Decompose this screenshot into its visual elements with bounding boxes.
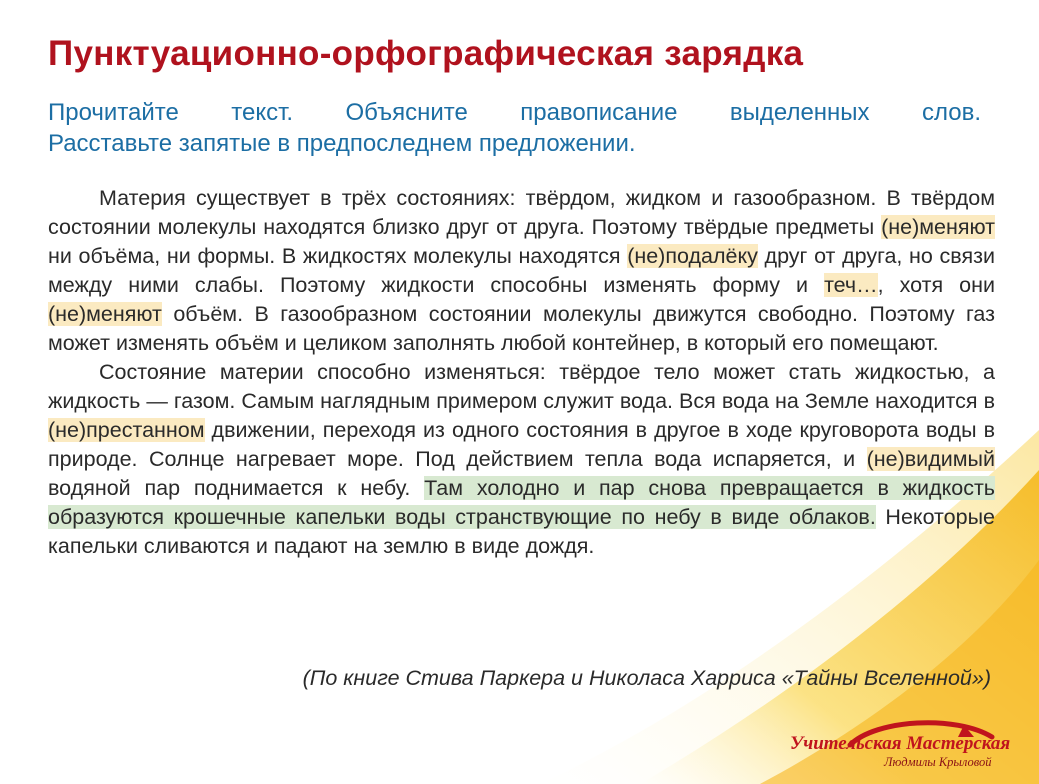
text-segment: объём. В газообразном состоянии молекулы движутся свободно. Поэтому газ может изменять объём и целиком заполнять любой контейнер, в который его помещают.	[48, 302, 995, 355]
text-segment: , хотя они	[877, 273, 995, 297]
logo-subtitle: Людмилы Крыловой	[884, 755, 992, 769]
highlighted-word: теч…	[824, 273, 878, 297]
reading-text	[48, 184, 995, 561]
highlighted-word: (не)меняют	[48, 302, 162, 326]
text-segment: водяной пар поднимается к небу.	[48, 476, 425, 500]
task-instructions	[48, 97, 981, 159]
task-line-2: Расставьте запятые в предпоследнем предложении.	[48, 130, 636, 157]
highlighted-word: (не)меняют	[881, 215, 995, 239]
slide-title: Пунктуационно-орфографическая зарядка	[48, 34, 804, 73]
text-segment: ни объёма, ни формы. В жидкостях молекулы находятся	[48, 244, 628, 268]
paragraph-1	[48, 184, 995, 358]
source-citation: (По книге Стива Паркера и Николаса Харриса «Тайны Вселенной»)	[302, 666, 991, 690]
highlighted-word: (не)подалёку	[627, 244, 758, 268]
highlighted-word: (не)видимый	[866, 447, 995, 471]
text-segment: Состояние материи способно изменяться: твёрдое тело может стать жидкостью, а жидкость — газом. Самым наглядным примером служит вода. Вся вода на Земле находится в	[48, 360, 995, 413]
text-segment: друг от друга, но связи между ними слабы. Поэтому жидкости способны изменять форму и	[48, 244, 995, 297]
task-line-1: Прочитайте текст. Объясните правописание выделенных слов.	[48, 99, 981, 126]
paragraph-2	[48, 358, 995, 561]
text-segment: Некоторые капельки сливаются и падают на землю в виде дождя.	[48, 505, 995, 558]
brand-logo	[786, 715, 1016, 775]
text-segment: движении, переходя из одного состояния в другое в ходе круговорота воды в природе. Солнце нагревает море. Под действием тепла вода испаряется, и	[48, 418, 995, 471]
text-segment: Материя существует в трёх состояниях: твёрдом, жидком и газообразном. В твёрдом состоянии молекулы находятся близко друг от друга. Поэтому твёрдые предметы	[48, 186, 995, 239]
highlighted-sentence: Там холодно и пар снова превращается в жидкость образуются крошечные капельки воды странствующие по небу в виде облаков.	[48, 476, 995, 529]
highlighted-word: (не)престанном	[48, 418, 205, 442]
logo-name: Учительская Мастерская	[790, 733, 1011, 754]
